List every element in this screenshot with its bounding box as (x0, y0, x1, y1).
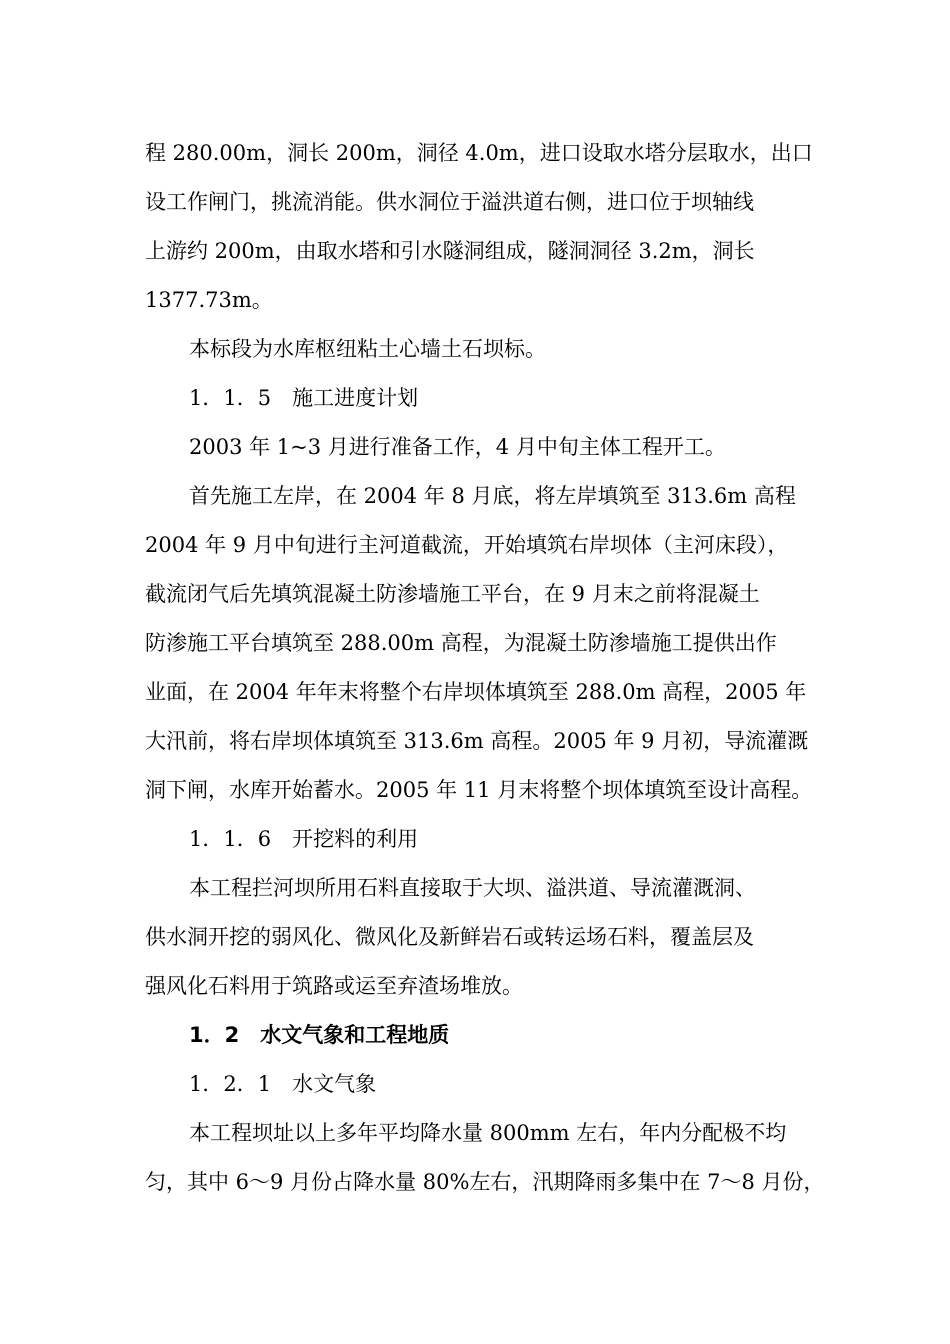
text-line: 匀，其中 6～9 月份占降水量 80%左右，汛期降雨多集中在 7～8 月份， (145, 1170, 825, 1194)
heading-1-1-6 (145, 815, 825, 864)
paragraph-excavation-use (145, 864, 825, 1011)
text-line: 截流闭气后先填筑混凝土防渗墙施工平台，在 9 月末之前将混凝土 (145, 582, 760, 606)
text-line: 设工作闸门，挑流消能。供水洞位于溢洪道右侧，进口位于坝轴线 (145, 190, 754, 214)
paragraph-schedule-start (145, 423, 825, 472)
text-line: 1377.73m。 (145, 288, 273, 312)
text-line: 业面，在 2004 年年末将整个右岸坝体填筑至 288.0m 高程，2005 年 (145, 680, 807, 704)
text-line: 2003 年 1~3 月进行准备工作，4 月中旬主体工程开工。 (189, 435, 726, 459)
text-line: 大汛前，将右岸坝体填筑至 313.6m 高程。2005 年 9 月初，导流灌溉 (145, 729, 809, 753)
text-line: 强风化石料用于筑路或运至弃渣场堆放。 (145, 974, 523, 998)
heading-1-2 (145, 1011, 825, 1060)
heading-text: 1．2 水文气象和工程地质 (189, 1023, 450, 1047)
text-line: 洞下闸，水库开始蓄水。2005 年 11 月末将整个坝体填筑至设计高程。 (145, 778, 813, 802)
text-line: 程 280.00m，洞长 200m，洞径 4.0m，进口设取水塔分层取水，出口 (145, 141, 813, 165)
heading-1-2-1 (145, 1060, 825, 1109)
text-line: 上游约 200m，由取水塔和引水隧洞组成，隧洞洞径 3.2m，洞长 (145, 239, 755, 263)
text-line: 2004 年 9 月中旬进行主河道截流，开始填筑右岸坝体（主河床段）， (145, 533, 789, 557)
text-line: 防渗施工平台填筑至 288.00m 高程，为混凝土防渗墙施工提供出作 (145, 631, 777, 655)
text-line: 本工程坝址以上多年平均降水量 800mm 左右，年内分配极不均 (189, 1121, 787, 1145)
document-body (145, 129, 825, 1207)
text-line: 本工程拦河坝所用石料直接取于大坝、溢洪道、导流灌溉洞、 (189, 876, 756, 900)
text-line: 首先施工左岸，在 2004 年 8 月底，将左岸填筑至 313.6m 高程 (189, 484, 796, 508)
heading-text: 1．1．6 开挖料的利用 (189, 827, 419, 851)
text-line: 供水洞开挖的弱风化、微风化及新鲜岩石或转运场石料，覆盖层及 (145, 925, 754, 949)
heading-text: 1．2．1 水文气象 (189, 1072, 377, 1096)
paragraph-precipitation (145, 1109, 825, 1207)
text-line: 本标段为水库枢纽粘土心墙土石坝标。 (189, 337, 546, 361)
paragraph-section-scope (145, 325, 825, 374)
heading-text: 1．1．5 施工进度计划 (189, 386, 419, 410)
paragraph-construction-sequence (145, 472, 825, 815)
heading-1-1-5 (145, 374, 825, 423)
paragraph-tunnel-description (145, 129, 825, 325)
